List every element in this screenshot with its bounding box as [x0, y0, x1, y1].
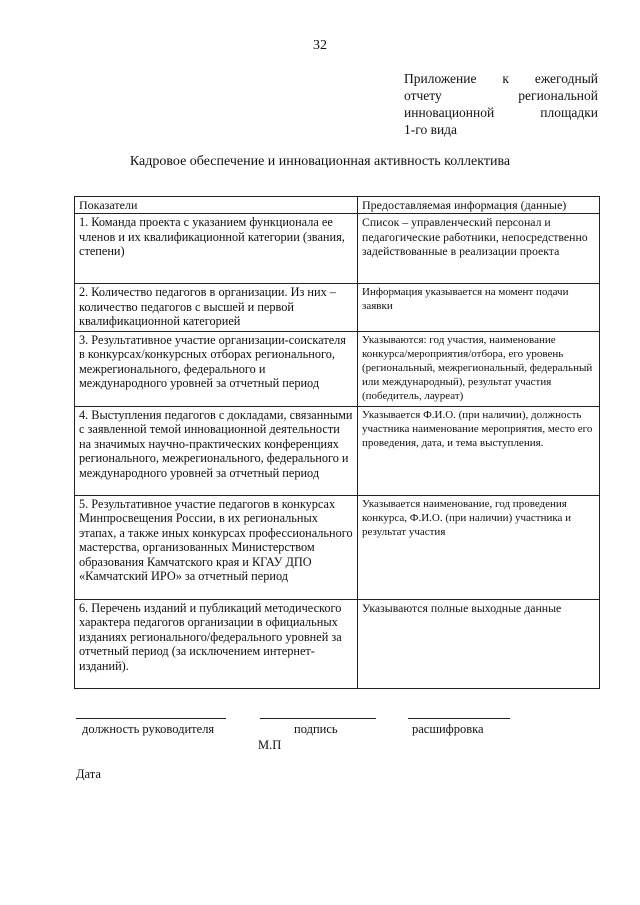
appendix-note — [404, 70, 598, 138]
information-cell: Указывается наименование, год проведения конкурса, Ф.И.О. (при наличии) участника и результат участия — [358, 495, 600, 599]
information-cell: Указываются полные выходные данные — [358, 599, 600, 688]
header-information: Предоставляемая информация (данные) — [358, 197, 600, 214]
appendix-line: инновационной площадки — [404, 105, 598, 120]
signature-label: подпись — [294, 722, 338, 736]
indicator-cell: 6. Перечень изданий и публикаций методического характера педагогов организации в официальных изданиях регионального/федерального уровней за отчетный период (за исключением интернет-изданий). — [75, 599, 358, 688]
table-row — [75, 214, 600, 284]
document-title: Кадровое обеспечение и инновационная активность коллектива — [129, 154, 511, 169]
table-row — [75, 331, 600, 406]
decoding-signature-line — [408, 718, 510, 719]
indicator-cell: 4. Выступления педагогов с докладами, связанными с заявленной темой инновационной деятельности на значимых научно-практических конференциях регионального, межрегионального, федерального и международного уровней за отчетный период — [75, 406, 358, 495]
information-cell: Информация указывается на момент подачи заявки — [358, 284, 600, 332]
page-number: 32 — [313, 38, 327, 53]
table-header-row — [75, 197, 600, 214]
information-cell: Указываются: год участия, наименование конкурса/мероприятия/отбора, его уровень (региональный, межрегиональный, федеральный или международный), результат участия (победитель, лауреат) — [358, 331, 600, 406]
decoding-label: расшифровка — [412, 722, 484, 736]
stamp-label: М.П — [258, 738, 282, 752]
table-row — [75, 284, 600, 332]
position-label: должность руководителя — [82, 722, 215, 736]
table-row — [75, 599, 600, 688]
information-cell: Список – управленческий персонал и педагогические работники, непосредственно задействованные в реализации проекта — [358, 214, 600, 284]
staff-table — [74, 196, 600, 689]
position-signature-line — [76, 718, 226, 719]
appendix-line: отчету региональной — [404, 88, 598, 103]
header-indicators: Показатели — [75, 197, 358, 214]
indicator-cell: 5. Результативное участие педагогов в конкурсах Минпросвещения России, в их региональных этапах, а также иных конкурсах профессионального мастерства, организованных Министерством образования Камчатского края и КГАУ ДПО «Камчатский ИРО» за отчетный период — [75, 495, 358, 599]
table-row — [75, 406, 600, 495]
information-cell: Указывается Ф.И.О. (при наличии), должность участника наименование мероприятия, место его проведения, дата, и тема выступления. — [358, 406, 600, 495]
appendix-line: Приложение к ежегодный — [404, 71, 598, 86]
table-row — [75, 495, 600, 599]
appendix-line: 1-го вида — [404, 122, 458, 137]
signature-line — [260, 718, 376, 719]
date-label: Дата — [76, 767, 101, 781]
indicator-cell: 2. Количество педагогов в организации. Из них – количество педагогов с высшей и первой квалификационной категорией — [75, 284, 358, 332]
indicator-cell: 3. Результативное участие организации-соискателя в конкурсах/конкурсных отборах регионального, межрегионального, федерального и международного уровней за отчетный период — [75, 331, 358, 406]
indicator-cell: 1. Команда проекта с указанием функционала ее членов и их квалификационной категории (звания, степени) — [75, 214, 358, 284]
